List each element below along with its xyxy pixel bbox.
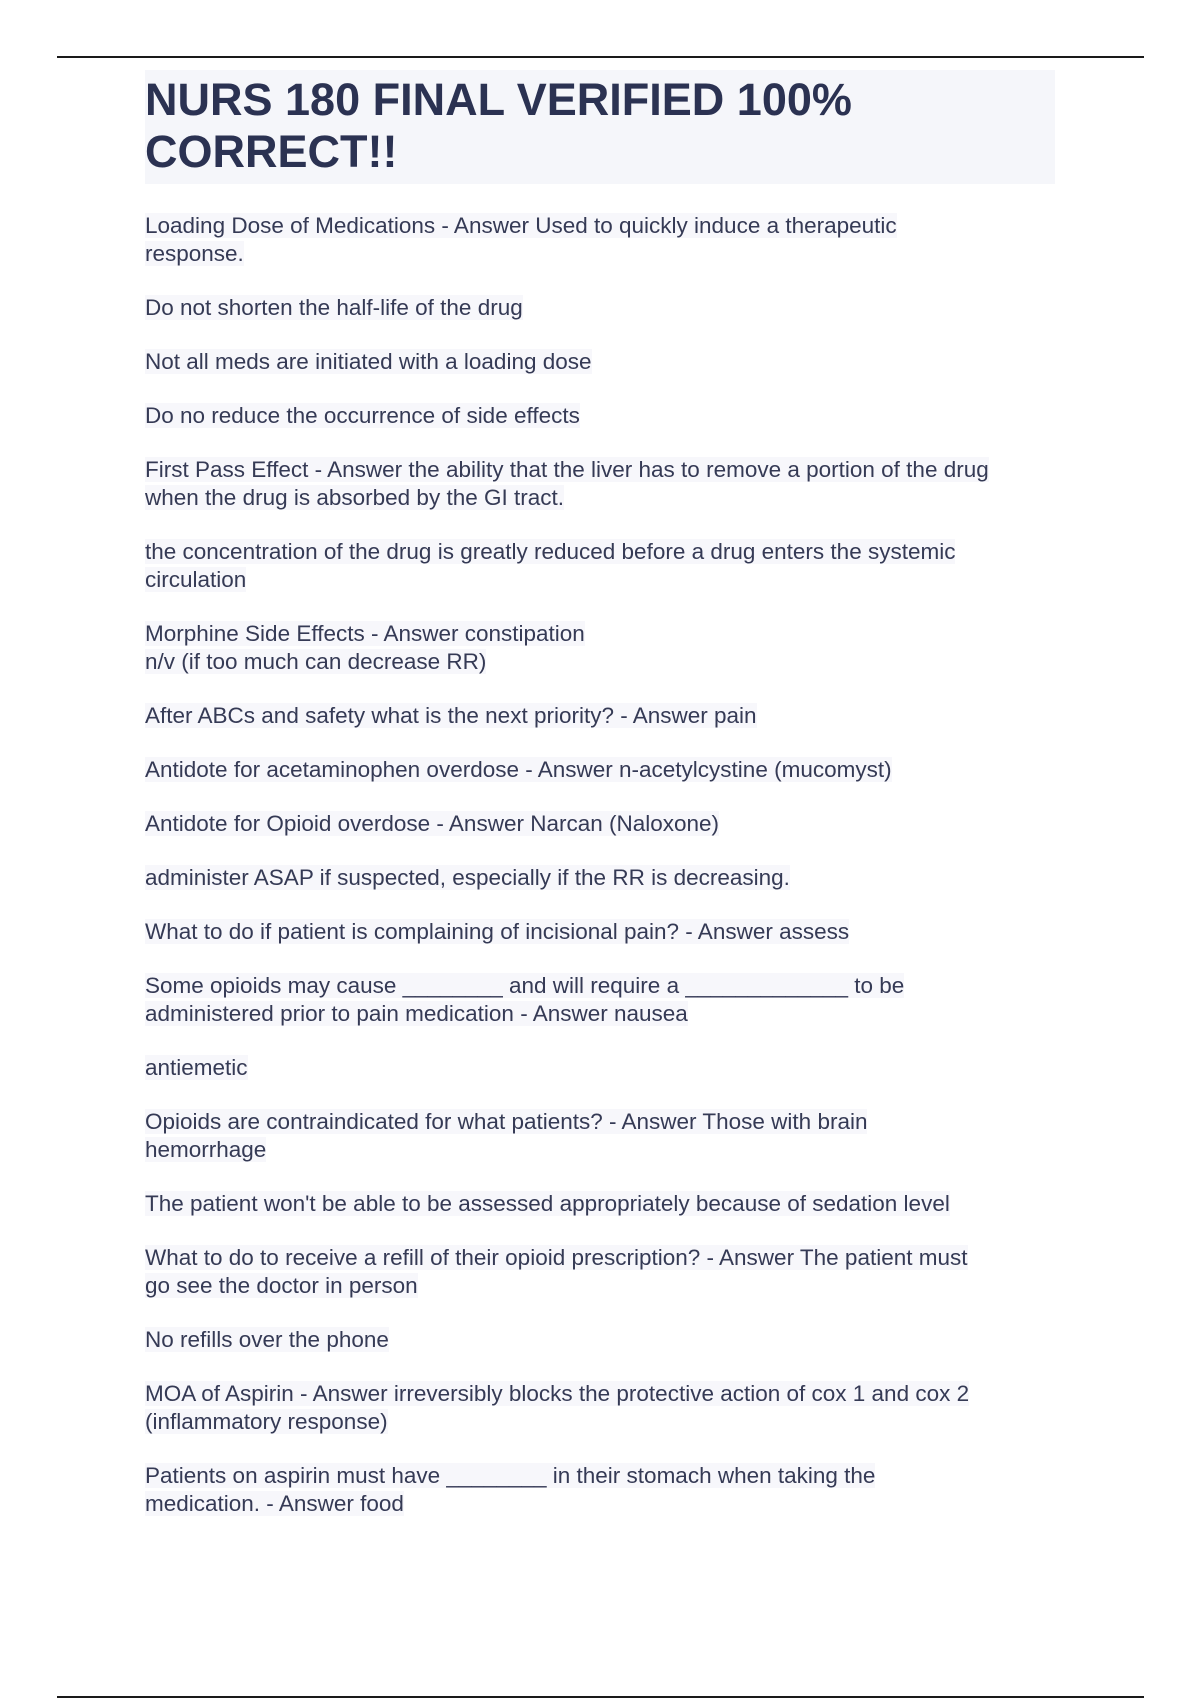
paragraph (145, 972, 1055, 1028)
paragraph-line: Opioids are contraindicated for what patients? - Answer Those with brain (145, 1109, 868, 1134)
paragraph (145, 1108, 1055, 1164)
document-title: NURS 180 FINAL VERIFIED 100% CORRECT!! (145, 70, 1055, 184)
paragraph-line: After ABCs and safety what is the next priority? - Answer pain (145, 703, 757, 728)
paragraph (145, 1054, 1055, 1082)
paragraph (145, 1190, 1055, 1218)
paragraph-line: Morphine Side Effects - Answer constipation (145, 621, 585, 646)
paragraph-line: administered prior to pain medication - Answer nausea (145, 1001, 688, 1026)
paragraph-line: No refills over the phone (145, 1327, 389, 1352)
paragraph-line: antiemetic (145, 1055, 248, 1080)
paragraph (145, 402, 1055, 430)
paragraph-line: medication. - Answer food (145, 1491, 404, 1516)
paragraph-line: Patients on aspirin must have ________ in their stomach when taking the (145, 1463, 876, 1488)
paragraph-line: What to do if patient is complaining of incisional pain? - Answer assess (145, 919, 850, 944)
paragraph (145, 918, 1055, 946)
paragraph (145, 864, 1055, 892)
paragraph-line: administer ASAP if suspected, especially if the RR is decreasing. (145, 865, 790, 890)
paragraph-line: when the drug is absorbed by the GI tract. (145, 485, 564, 510)
paragraph-line: the concentration of the drug is greatly reduced before a drug enters the systemic (145, 539, 956, 564)
document-body (145, 70, 1055, 1544)
top-rule (57, 56, 1144, 58)
paragraph-line: Loading Dose of Medications - Answer Used to quickly induce a therapeutic (145, 213, 897, 238)
paragraph-line: Do no reduce the occurrence of side effects (145, 403, 580, 428)
paragraph (145, 456, 1055, 512)
paragraph-line: go see the doctor in person (145, 1273, 418, 1298)
paragraph-line: First Pass Effect - Answer the ability that the liver has to remove a portion of the drug (145, 457, 989, 482)
paragraph-line: MOA of Aspirin - Answer irreversibly blocks the protective action of cox 1 and cox 2 (145, 1381, 970, 1406)
paragraph-line: (inflammatory response) (145, 1409, 388, 1434)
paragraph (145, 1244, 1055, 1300)
paragraph-line: Antidote for acetaminophen overdose - Answer n-acetylcystine (mucomyst) (145, 757, 892, 782)
paragraph (145, 348, 1055, 376)
paragraph (145, 1462, 1055, 1518)
paragraph (145, 756, 1055, 784)
paragraph (145, 702, 1055, 730)
paragraph-line: n/v (if too much can decrease RR) (145, 649, 487, 674)
paragraph (145, 810, 1055, 838)
paragraph-line: What to do to receive a refill of their opioid prescription? - Answer The patient must (145, 1245, 968, 1270)
paragraph (145, 1326, 1055, 1354)
paragraph (145, 212, 1055, 268)
bottom-rule (57, 1696, 1144, 1698)
paragraph-line: Do not shorten the half-life of the drug (145, 295, 523, 320)
paragraph-line: hemorrhage (145, 1137, 267, 1162)
paragraph (145, 620, 1055, 676)
paragraph (145, 1380, 1055, 1436)
paragraph-line: Antidote for Opioid overdose - Answer Narcan (Naloxone) (145, 811, 720, 836)
paragraph-line: Not all meds are initiated with a loading dose (145, 349, 592, 374)
paragraph-line: response. (145, 241, 244, 266)
paragraph-line: Some opioids may cause ________ and will require a _____________ to be (145, 973, 905, 998)
paragraph (145, 294, 1055, 322)
paragraph (145, 538, 1055, 594)
paragraph-line: The patient won't be able to be assessed appropriately because of sedation level (145, 1191, 950, 1216)
paragraph-line: circulation (145, 567, 247, 592)
paragraph-list (145, 212, 1055, 1518)
